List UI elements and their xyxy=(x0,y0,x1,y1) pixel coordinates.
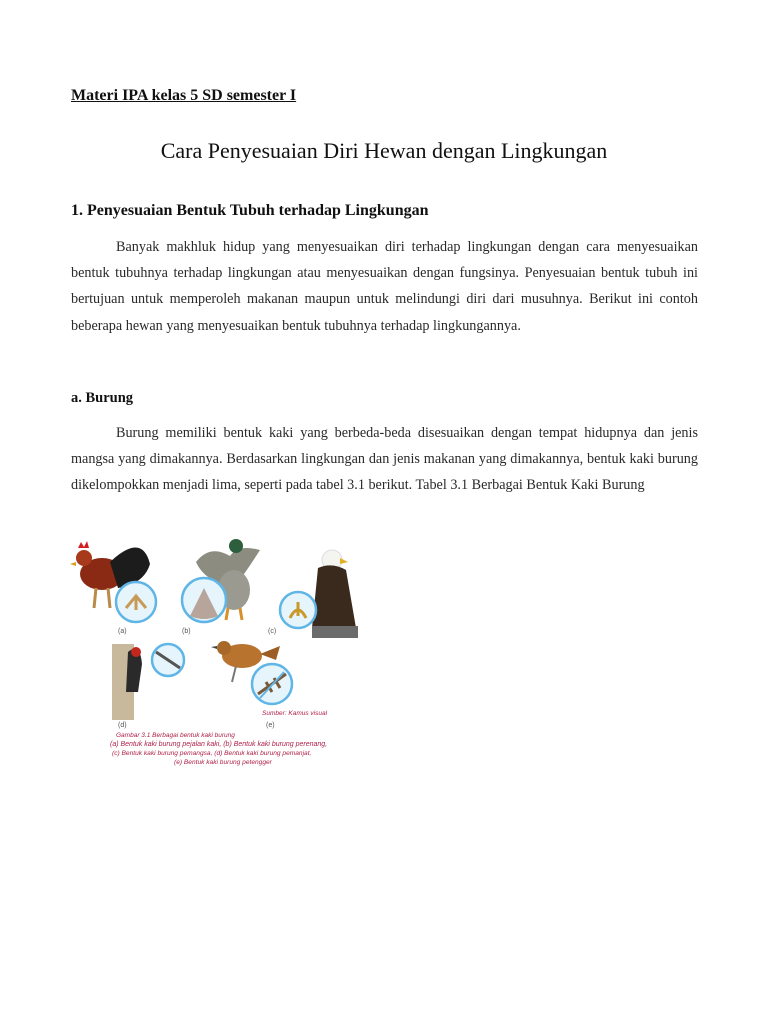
figure-caption-line-3: (e) Bentuk kaki burung petengger xyxy=(174,759,272,766)
bird-paragraph: Burung memiliki bentuk kaki yang berbeda-beda disesuaikan dengan tempat hidupnya dan jenis mangsa yang dimakannya. Berdasarkan lingkungan dan jenis makanan yang dimakannya, bentuk kaki burung dikelompokkan menjadi lima, seperti pada tabel 3.1 berikut. Tabel 3.1 Berbagai Bentuk Kaki Burung xyxy=(71,425,698,494)
woodpecker-image xyxy=(112,644,184,720)
rooster-image xyxy=(70,541,156,622)
section-heading: 1. Penyesuaian Bentuk Tubuh terhadap Lingkungan xyxy=(71,202,429,219)
figure-label-b: (b) xyxy=(182,628,191,635)
figure-source: Sumber: Kamus visual xyxy=(262,710,328,717)
figure-label-d: (d) xyxy=(118,722,127,729)
figure-label-e: (e) xyxy=(266,722,275,729)
figure-label-c: (c) xyxy=(268,628,277,635)
figure-label-a: (a) xyxy=(118,628,127,635)
document-title: Cara Penyesuaian Diri Hewan dengan Lingkungan xyxy=(160,138,608,163)
figure-caption-line-1: (a) Bentuk kaki burung pejalan kaki, (b) Bentuk kaki burung perenang, xyxy=(110,741,328,748)
document-header: Materi IPA kelas 5 SD semester I xyxy=(71,87,297,104)
bird-feet-figure xyxy=(70,532,370,772)
duck-image xyxy=(182,539,260,622)
subsection-heading: a. Burung xyxy=(71,390,134,406)
eagle-image xyxy=(280,550,358,638)
intro-paragraph: Banyak makhluk hidup yang menyesuaikan diri terhadap lingkungan dengan cara menyesuaikan bentuk tubuhnya terhadap lingkungan atau menyesuaikan dengan fungsinya. Penyesuaian bentuk tubuh ini bertujuan untuk memperoleh makanan maupun untuk melindungi diri dari musuhnya. Berikut ini contoh beberapa hewan yang menyesuaikan bentuk tubuhnya terhadap lingkungannya. xyxy=(71,239,698,334)
figure-caption-line-2: (c) Bentuk kaki burung pemangsa, (d) Bentuk kaki burung pemanjat, xyxy=(112,750,312,757)
perching-bird-image xyxy=(211,641,292,704)
figure-caption-title: Gambar 3.1 Berbagai bentuk kaki burung xyxy=(116,732,235,739)
